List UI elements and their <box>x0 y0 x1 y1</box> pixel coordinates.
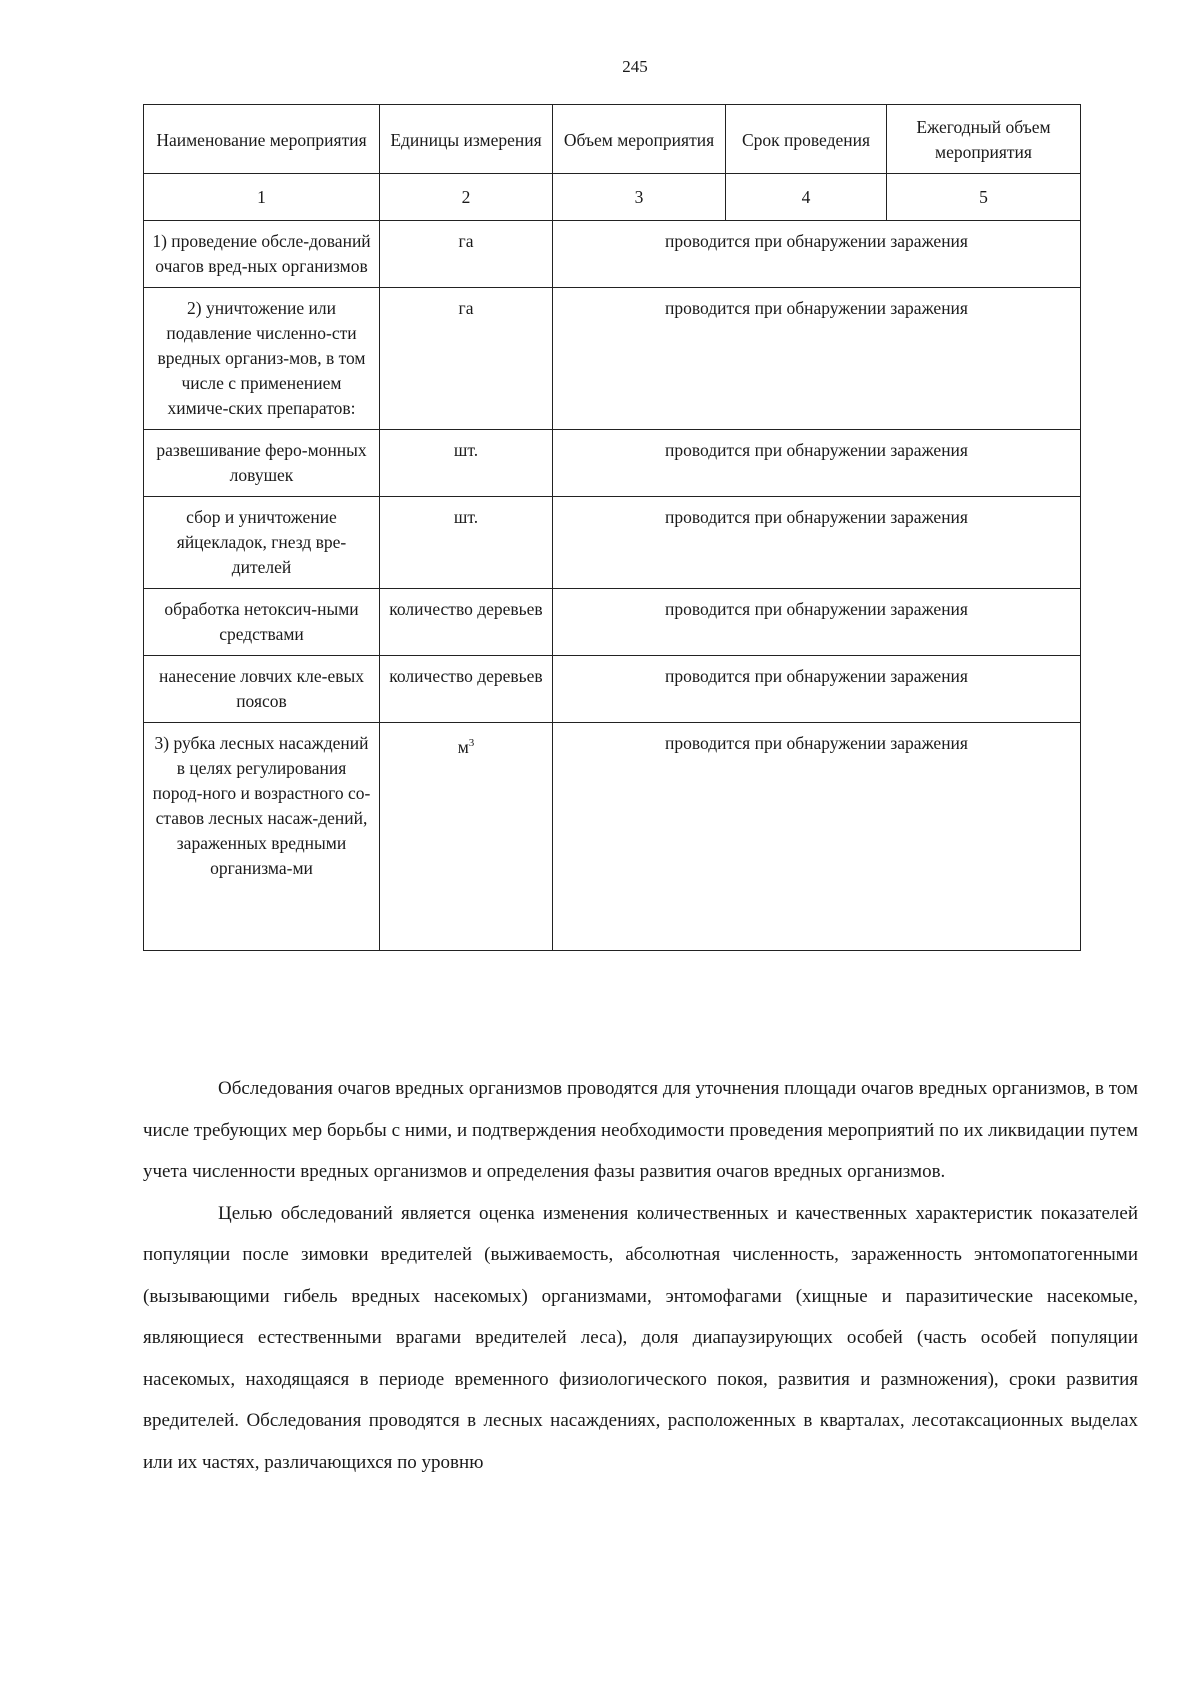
activity-note: проводится при обнаружении заражения <box>553 430 1081 497</box>
activity-unit: га <box>380 221 553 288</box>
activities-table <box>143 104 1081 951</box>
paragraph: Обследования очагов вредных организмов проводятся для уточнения площади очагов вредных организмов, в том числе требующих мер борьбы с ними, и подтверждения необходимости проведения мероприятий по их ликвидации путем учета численности вредных организмов и определения фазы развития очагов вредных организмов. <box>143 1078 1138 1182</box>
table-row <box>144 656 1081 723</box>
header-units: Единицы измерения <box>380 105 553 174</box>
paragraph: Целью обследований является оценка изменения количественных и качественных характеристик показателей популяции после зимовки вредителей (выживаемость, абсолютная численность, зараженность энтомопатогенными (вызывающими гибель вредных насекомых) организмами, энтомофагами (хищные и паразитические насекомые, являющиеся естественными врагами вредителей леса), доля диапаузирующих особей (часть особей популяции насекомых, находящаяся в периоде временного физиологического покоя, развития и размножения), сроки развития вредителей. Обследования проводятся в лесных насаждениях, расположенных в кварталах, лесотаксационных выделах или их частях, различающихся по уровню <box>143 1202 1138 1473</box>
activity-name: развешивание феро-монных ловушек <box>144 430 380 497</box>
table-row <box>144 589 1081 656</box>
header-activity-name: Наименование мероприятия <box>144 105 380 174</box>
activity-unit: шт. <box>380 497 553 589</box>
activity-unit-cell <box>380 723 553 951</box>
table-row <box>144 497 1081 589</box>
table-row <box>144 288 1081 430</box>
header-term: Срок проведения <box>726 105 887 174</box>
activity-note: проводится при обнаружении заражения <box>553 723 1081 951</box>
activity-note: проводится при обнаружении заражения <box>553 589 1081 656</box>
column-number: 3 <box>553 174 726 221</box>
activity-name: 2) уничтожение или подавление численно-сти вредных организ-мов, в том числе с применением химиче-ских препаратов: <box>144 288 380 430</box>
activity-unit: количество деревьев <box>380 656 553 723</box>
activity-note: проводится при обнаружении заражения <box>553 221 1081 288</box>
activity-unit: га <box>380 288 553 430</box>
column-number: 4 <box>726 174 887 221</box>
body-text <box>143 1068 1138 1483</box>
page-number: 245 <box>622 57 648 76</box>
header-annual-volume: Ежегодный объем мероприятия <box>887 105 1081 174</box>
activity-note: проводится при обнаружении заражения <box>553 656 1081 723</box>
column-number-row <box>144 174 1081 221</box>
unit-superscript: 3 <box>468 737 475 749</box>
table-row <box>144 221 1081 288</box>
activity-name: 1) проведение обсле-дований очагов вред-ных организмов <box>144 221 380 288</box>
activity-note: проводится при обнаружении заражения <box>553 288 1081 430</box>
activity-note: проводится при обнаружении заражения <box>553 497 1081 589</box>
header-volume: Объем мероприятия <box>553 105 726 174</box>
table-header-row <box>144 105 1081 174</box>
activity-name: сбор и уничтожение яйцекладок, гнезд вре-дителей <box>144 497 380 589</box>
table-row <box>144 430 1081 497</box>
column-number: 5 <box>887 174 1081 221</box>
activity-unit: м <box>457 736 469 757</box>
activity-name: 3) рубка лесных насаждений в целях регулирования пород-ного и возрастного со-ставов лесных насаж-дений, зараженных вредными организма-ми <box>144 723 380 951</box>
column-number: 1 <box>144 174 380 221</box>
activity-unit: шт. <box>380 430 553 497</box>
activity-name: обработка нетоксич-ными средствами <box>144 589 380 656</box>
activity-unit: количество деревьев <box>380 589 553 656</box>
activity-name: нанесение ловчих кле-евых поясов <box>144 656 380 723</box>
table-row <box>144 723 1081 951</box>
column-number: 2 <box>380 174 553 221</box>
